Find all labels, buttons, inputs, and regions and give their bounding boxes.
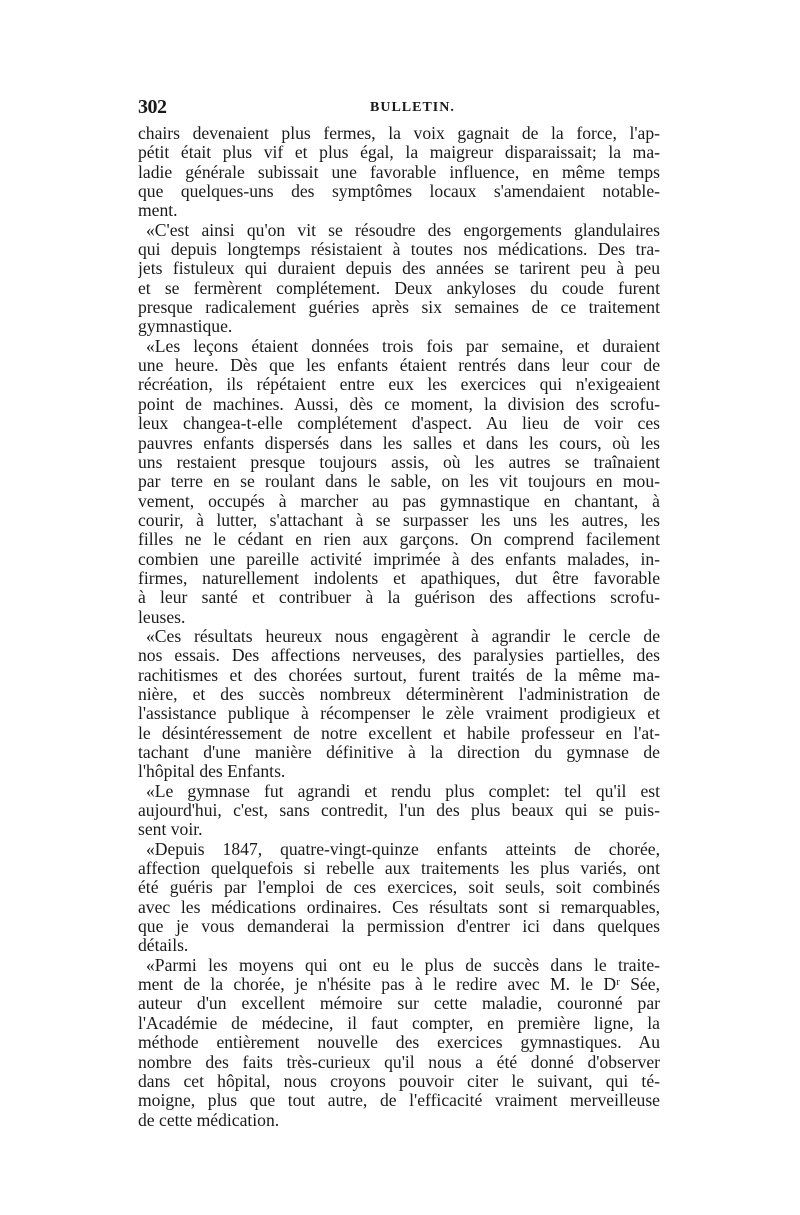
text-line: récréation, ils répétaient entre eux les exercices qui n'exigeaient bbox=[138, 375, 660, 395]
text-line: gymnastique. bbox=[138, 317, 233, 337]
text-line: à leur santé et contribuer à la guérison des affections scrofu- bbox=[138, 588, 660, 608]
page-number: 302 bbox=[138, 96, 167, 118]
text-line: de cette médication. bbox=[138, 1110, 280, 1130]
text-line: ment. bbox=[138, 201, 178, 221]
text-line: dans cet hôpital, nous croyons pouvoir citer le suivant, qui té- bbox=[138, 1071, 660, 1091]
text-line: que quelques-uns des symptômes locaux s'amendaient notable- bbox=[138, 182, 660, 202]
text-line: et se fermèrent complétement. Deux ankyloses du coude furent bbox=[138, 278, 660, 298]
text-line: uns restaient presque toujours assis, où les autres se traînaient bbox=[138, 452, 660, 472]
running-head: BULLETIN. bbox=[370, 100, 455, 115]
text-line: rachitismes et des chorées surtout, furent traités de la même ma- bbox=[138, 665, 660, 685]
text-line: auteur d'un excellent mémoire sur cette maladie, couronné par bbox=[138, 994, 660, 1014]
text-line: été guéris par l'emploi de ces exercices, soit seuls, soit combinés bbox=[138, 878, 660, 898]
text-line: méthode entièrement nouvelle des exercices gymnastiques. Au bbox=[138, 1033, 660, 1053]
text-line: firmes, naturellement indolents et apathiques, dut être favorable bbox=[138, 568, 660, 588]
paragraph bbox=[138, 124, 660, 221]
text-line: leuses. bbox=[138, 607, 186, 627]
text-line: vement, occupés à marcher au pas gymnastique en chantant, à bbox=[138, 491, 660, 511]
text-line: «Parmi les moyens qui ont eu le plus de succès dans le traite- bbox=[146, 955, 660, 975]
text-line: l'assistance publique à récompenser le zèle vraiment prodigieux et bbox=[138, 704, 660, 724]
text-line: point de machines. Aussi, dès ce moment, la division des scrofu- bbox=[138, 394, 660, 414]
text-line: avec les médications ordinaires. Ces résultats sont si remarquables, bbox=[138, 897, 660, 917]
text-line: nombre des faits très-curieux qu'il nous a été donné d'observer bbox=[138, 1052, 660, 1072]
text-line: jets fistuleux qui duraient depuis des années se tarirent peu à peu bbox=[138, 259, 660, 279]
text-line: le désintéressement de notre excellent et habile professeur en l'at- bbox=[138, 723, 660, 743]
text-line: ment de la chorée, je n'hésite pas à le redire avec M. le Dʳ Sée, bbox=[138, 975, 660, 995]
paragraph bbox=[138, 956, 660, 1130]
paragraph bbox=[138, 782, 660, 840]
text-line: par terre en se roulant dans le sable, on les vit toujours en mou- bbox=[138, 472, 660, 492]
text-line: moigne, plus que tout autre, de l'efficacité vraiment merveilleuse bbox=[138, 1091, 660, 1111]
text-line: nière, et des succès nombreux déterminèrent l'administration de bbox=[138, 684, 660, 704]
body-text bbox=[138, 124, 660, 1130]
text-line: «Le gymnase fut agrandi et rendu plus complet: tel qu'il est bbox=[146, 781, 660, 801]
paragraph bbox=[138, 337, 660, 627]
text-line: presque radicalement guéries après six semaines de ce traitement bbox=[138, 298, 660, 318]
paragraph bbox=[138, 627, 660, 782]
text-line: tachant d'une manière définitive à la direction du gymnase de bbox=[138, 743, 660, 762]
text-line: qui depuis longtemps résistaient à toutes nos médications. Des tra- bbox=[138, 240, 660, 260]
text-line: affection quelquefois si rebelle aux traitements les plus variés, ont bbox=[138, 859, 660, 879]
text-line: «C'est ainsi qu'on vit se résoudre des engorgements glandulaires bbox=[146, 220, 660, 240]
text-line: pauvres enfants dispersés dans les salles et dans les cours, où les bbox=[138, 433, 660, 453]
text-line: l'Académie de médecine, il faut compter, en première ligne, la bbox=[138, 1013, 660, 1033]
paragraph bbox=[138, 840, 660, 956]
book-page bbox=[138, 96, 660, 1130]
text-line: pétit était plus vif et plus égal, la maigreur disparaissait; la ma- bbox=[138, 143, 660, 163]
text-line: «Ces résultats heureux nous engagèrent à agrandir le cercle de bbox=[146, 626, 660, 646]
text-line: leux changea-t-elle complétement d'aspect. Au lieu de voir ces bbox=[138, 414, 660, 434]
text-line: une heure. Dès que les enfants étaient rentrés dans leur cour de bbox=[138, 356, 660, 376]
text-line: l'hôpital des Enfants. bbox=[138, 762, 286, 782]
paragraph bbox=[138, 221, 660, 337]
text-line: aujourd'hui, c'est, sans contredit, l'un des plus beaux qui se puis- bbox=[138, 801, 660, 821]
text-line: combien une pareille activité imprimée à des enfants malades, in- bbox=[138, 549, 660, 569]
text-line: ladie générale subissait une favorable influence, en même temps bbox=[138, 162, 660, 182]
text-line: détails. bbox=[138, 936, 189, 956]
text-line: que je vous demanderai la permission d'entrer ici dans quelques bbox=[138, 917, 660, 937]
page-header bbox=[138, 96, 660, 124]
text-line: sent voir. bbox=[138, 820, 203, 840]
text-line: «Depuis 1847, quatre-vingt-quinze enfants atteints de chorée, bbox=[146, 839, 660, 859]
text-line: filles ne le cédant en rien aux garçons. On comprend facilement bbox=[138, 530, 660, 550]
text-line: «Les leçons étaient données trois fois par semaine, et duraient bbox=[146, 336, 660, 356]
text-line: nos essais. Des affections nerveuses, des paralysies partielles, des bbox=[138, 646, 660, 666]
text-line: chairs devenaient plus fermes, la voix gagnait de la force, l'ap- bbox=[138, 124, 660, 143]
text-line: courir, à lutter, s'attachant à se surpasser les uns les autres, les bbox=[138, 510, 660, 530]
